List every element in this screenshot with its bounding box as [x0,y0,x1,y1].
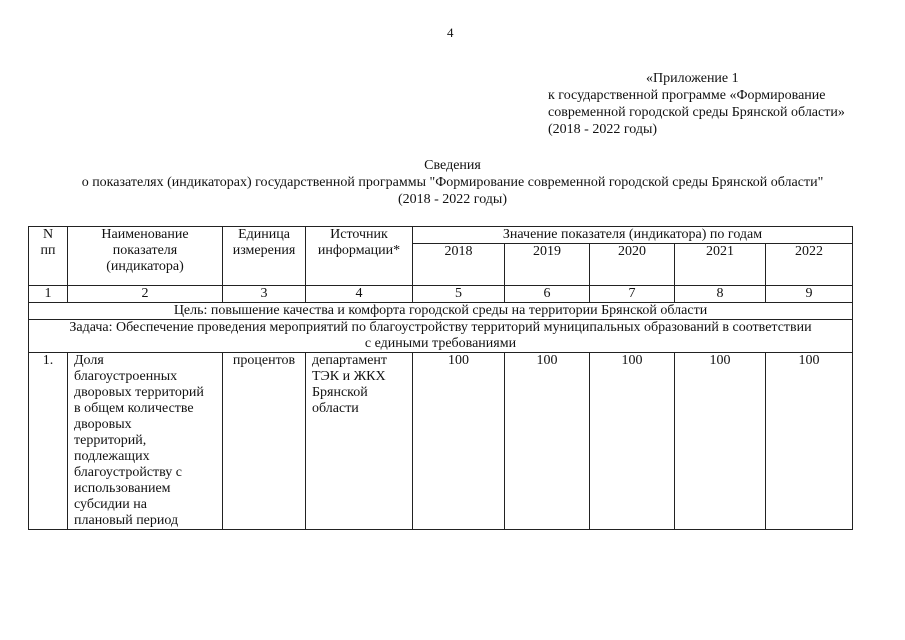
column-number: 7 [590,286,675,303]
header-values-group: Значение показателя (индикатора) по годам [413,227,853,244]
annex-line-4: (2018 - 2022 годы) [548,122,658,137]
task-line-1: Задача: Обеспечение проведения мероприятий по благоустройству территорий муниципальных образований в соответствии [69,320,812,335]
value-cell: 100 [505,353,590,530]
annex-line-2: к государственной программе «Формирование [548,88,826,103]
row-number: 1. [29,353,68,530]
heading-period: (2018 - 2022 годы) [397,192,507,207]
header-source: Источник информации* [306,227,413,286]
task-line-2: с едиными требованиями [364,336,517,351]
header-unit: Единица измерения [223,227,306,286]
column-number: 8 [675,286,766,303]
annex-block [548,70,845,138]
goal-row [29,303,853,320]
task-row [29,320,853,353]
source-cell: департамент ТЭК и ЖКХ Брянской области [306,353,413,530]
header-year: 2020 [590,244,675,286]
value-cell: 100 [766,353,853,530]
column-number: 3 [223,286,306,303]
document-heading [0,157,905,208]
header-row-1 [29,227,853,244]
column-numbers-row [29,286,853,303]
annex-line-1: «Приложение 1 [646,71,739,86]
task-cell [29,320,853,353]
indicators-table [28,226,853,530]
header-num: N пп [29,227,68,286]
value-cell: 100 [590,353,675,530]
unit-cell: процентов [223,353,306,530]
column-number: 9 [766,286,853,303]
annex-line-3: современной городской среды Брянской области» [548,105,845,120]
indicator-name: Доля благоустроенных дворовых территорий в общем количестве дворовых территорий, подлежащих благоустройству с использованием субсидии на плановый период [68,353,223,530]
header-name: Наименование показателя (индикатора) [68,227,223,286]
header-year: 2018 [413,244,505,286]
value-cell: 100 [413,353,505,530]
column-number: 5 [413,286,505,303]
header-year: 2022 [766,244,853,286]
column-number: 1 [29,286,68,303]
header-year: 2019 [505,244,590,286]
page-number: 4 [447,25,454,40]
value-cell: 100 [675,353,766,530]
heading-subtitle: о показателях (индикаторах) государственной программы "Формирование современной городской среды Брянской области" [81,175,824,190]
heading-title: Сведения [424,158,481,173]
column-number: 2 [68,286,223,303]
header-year: 2021 [675,244,766,286]
table-row [29,353,853,530]
column-number: 4 [306,286,413,303]
column-number: 6 [505,286,590,303]
goal-cell: Цель: повышение качества и комфорта городской среды на территории Брянской области [29,303,853,320]
